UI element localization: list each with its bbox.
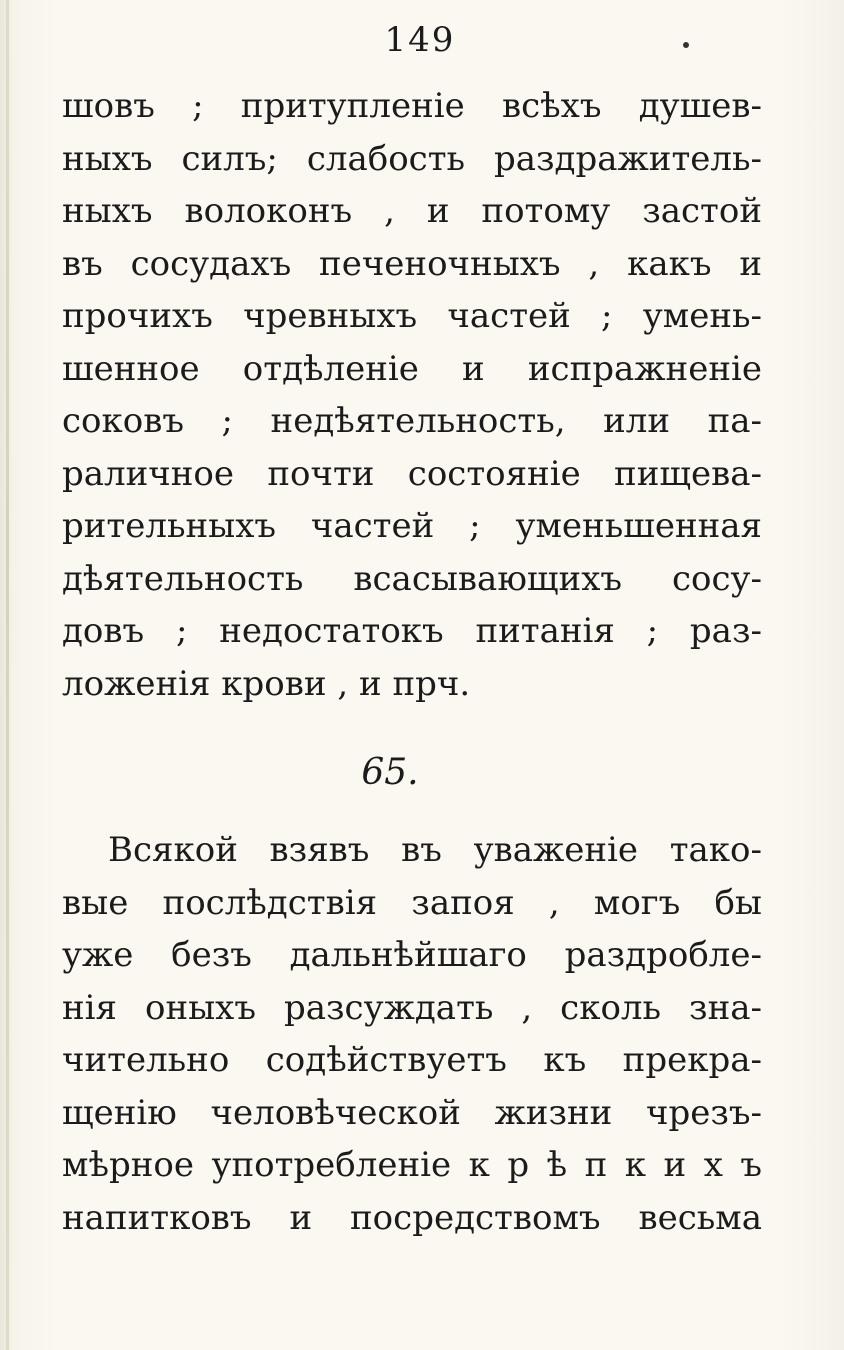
text-line: мѣрное употребленіе к р ѣ п к и х ъ <box>62 1145 762 1185</box>
paragraph-1 <box>62 80 762 710</box>
text-line: въ сосудахъ печеночныхъ , какъ и <box>62 243 762 284</box>
text-line: рительныхъ частей ; уменьшенная <box>62 506 762 546</box>
text-line: вые послѣдствія запоя , могъ бы <box>62 882 762 923</box>
text-line: шовъ ; притупленіе всѣхъ душев- <box>62 86 762 126</box>
text-line: прочихъ чревныхъ частей ; умень- <box>62 296 762 336</box>
paragraph-2 <box>62 824 762 1244</box>
text-line: чительно содѣйствуетъ къ прекра- <box>62 1040 762 1080</box>
text-line: соковъ ; недѣятельность, или па- <box>62 401 762 441</box>
text-line: Всякой взявъ въ уваженіе тако- <box>108 830 762 870</box>
page-binding-edge <box>6 0 9 1350</box>
text-line: ложенія крови , и прч. <box>62 663 471 704</box>
text-line: ныхъ силъ; слабость раздражитель- <box>62 138 762 179</box>
text-line: уже безъ дальнѣйшаго раздробле- <box>62 935 762 975</box>
text-line: дѣятельность всасывающихъ сосу- <box>62 558 762 599</box>
section-number: 65. <box>361 752 419 793</box>
text-line: щенію человѣческой жизни чрезъ- <box>62 1092 762 1133</box>
text-line: нія оныхъ разсуждать , сколь зна- <box>62 987 762 1028</box>
page-number: 149 <box>384 20 456 60</box>
text-line: шенное отдѣленіе и испражненіе <box>62 348 762 389</box>
text-line: напитковъ и посредствомъ весьма <box>62 1197 762 1238</box>
print-dot <box>683 42 689 48</box>
text-line: довъ ; недостатокъ питанія ; раз- <box>62 611 762 651</box>
text-line: ныхъ волоконъ , и потому застой <box>62 191 762 231</box>
text-line: раличное почти состояніе пищева- <box>62 453 762 494</box>
